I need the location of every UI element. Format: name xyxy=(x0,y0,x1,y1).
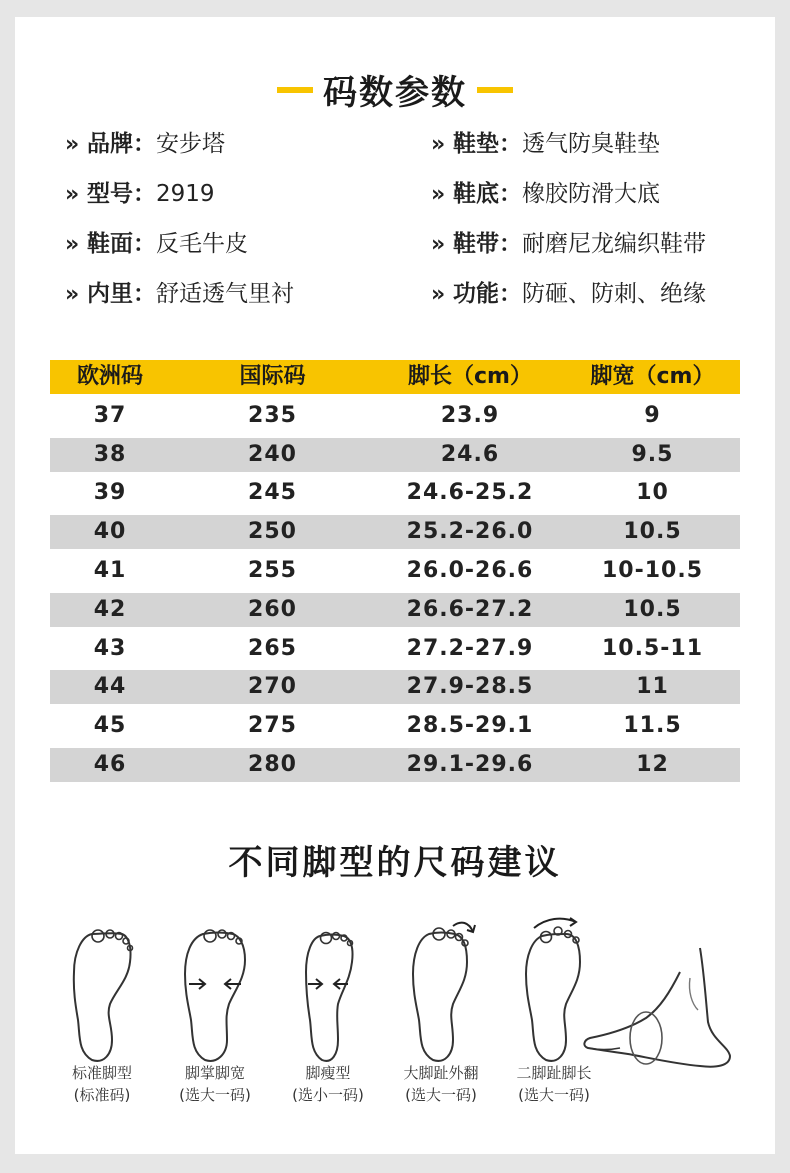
cell-length: 28.5-29.1 xyxy=(406,713,534,739)
foot-type-name: 大脚趾外翻 xyxy=(403,1064,479,1082)
chevron-right-icon: » xyxy=(65,282,80,307)
param-value: 防砸、防刺、绝缘 xyxy=(522,281,706,307)
header-eu-size: 欧洲码 xyxy=(76,364,143,389)
cell-length: 26.0-26.6 xyxy=(406,557,534,583)
table-header xyxy=(50,360,740,394)
table-row xyxy=(50,709,740,743)
cell-length: 26.6-27.2 xyxy=(406,596,534,622)
title-bar-right xyxy=(477,87,513,93)
cell-width: 10.5 xyxy=(623,519,682,545)
foot-type-advice: (选大一码) xyxy=(179,1086,251,1104)
foot-type-advice: (标准码) xyxy=(73,1086,131,1104)
foot-type-advice: (选大一码) xyxy=(405,1086,477,1104)
cell-intl: 270 xyxy=(248,674,297,700)
table-row xyxy=(50,399,740,433)
cell-intl: 240 xyxy=(248,441,297,467)
foot-type-advice: (选小一码) xyxy=(292,1086,364,1104)
cell-length: 27.2-27.9 xyxy=(406,635,534,661)
table-row xyxy=(50,670,740,704)
wide-foot-icon xyxy=(155,912,275,1062)
cell-intl: 245 xyxy=(248,480,297,506)
table-row xyxy=(50,748,740,782)
cell-width: 10.5 xyxy=(623,596,682,622)
param-key: 内里： xyxy=(87,281,156,307)
param-value: 耐磨尼龙编织鞋带 xyxy=(522,231,706,257)
chevron-right-icon: » xyxy=(431,282,446,307)
size-params-title: 码数参数 xyxy=(323,73,467,113)
foot-type-name: 标准脚型 xyxy=(71,1064,132,1082)
cell-width: 9 xyxy=(644,402,661,428)
table-row xyxy=(50,554,740,588)
header-foot-length: 脚长（cm） xyxy=(408,364,532,389)
cell-width: 11.5 xyxy=(623,713,682,739)
cell-intl: 260 xyxy=(248,596,297,622)
param-value: 反毛牛皮 xyxy=(156,231,248,257)
cell-eu: 41 xyxy=(93,557,127,583)
cell-length: 23.9 xyxy=(440,402,500,428)
foot-type-item xyxy=(268,912,388,1106)
foot-type-item xyxy=(381,912,501,1106)
cell-intl: 235 xyxy=(248,402,297,428)
chevron-right-icon: » xyxy=(431,232,446,257)
cell-width: 10-10.5 xyxy=(601,557,704,583)
size-chart-card xyxy=(15,17,775,1154)
param-row xyxy=(431,277,706,311)
foot-type-item xyxy=(42,912,162,1106)
param-row xyxy=(431,227,706,261)
table-row xyxy=(50,476,740,510)
chevron-right-icon: » xyxy=(65,232,80,257)
cell-eu: 46 xyxy=(93,751,127,777)
foot-types xyxy=(15,912,775,1112)
cell-width: 12 xyxy=(636,751,669,777)
cell-eu: 38 xyxy=(93,441,127,467)
param-key: 品牌： xyxy=(87,131,156,157)
cell-intl: 265 xyxy=(248,635,297,661)
foot-type-name: 脚掌脚宽 xyxy=(184,1064,245,1082)
cell-intl: 280 xyxy=(248,751,297,777)
cell-length: 29.1-29.6 xyxy=(406,751,534,777)
table-row xyxy=(50,515,740,549)
param-key: 鞋面： xyxy=(87,231,156,257)
cell-eu: 39 xyxy=(93,480,127,506)
section-title-size-params xyxy=(15,65,775,114)
cell-length: 24.6 xyxy=(440,441,500,467)
param-row xyxy=(65,177,215,211)
cell-eu: 44 xyxy=(93,674,127,700)
cell-width: 10 xyxy=(636,480,669,506)
foot-type-item xyxy=(155,912,275,1106)
chevron-right-icon: » xyxy=(431,132,446,157)
cell-length: 24.6-25.2 xyxy=(406,480,534,506)
table-row xyxy=(50,438,740,472)
bunion-foot-icon xyxy=(381,912,501,1062)
param-value: 橡胶防滑大底 xyxy=(522,181,660,207)
foot-type-name: 二脚趾脚长 xyxy=(516,1064,592,1082)
header-intl-size: 国际码 xyxy=(239,364,306,389)
param-key: 功能： xyxy=(453,281,522,307)
param-value: 2919 xyxy=(156,181,215,207)
param-key: 鞋垫： xyxy=(453,131,522,157)
cell-intl: 250 xyxy=(248,519,297,545)
cell-width: 9.5 xyxy=(631,441,674,467)
title-bar-left xyxy=(277,87,313,93)
cell-width: 10.5-11 xyxy=(601,635,704,661)
header-foot-width: 脚宽（cm） xyxy=(590,364,715,389)
param-key: 鞋底： xyxy=(453,181,522,207)
param-key: 鞋带： xyxy=(453,231,522,257)
chevron-right-icon: » xyxy=(65,182,80,207)
cell-width: 11 xyxy=(636,674,669,700)
standard-foot-icon xyxy=(42,912,162,1062)
param-key: 型号： xyxy=(87,181,156,207)
size-table xyxy=(50,360,740,782)
table-row xyxy=(50,593,740,627)
param-row xyxy=(65,127,225,161)
cell-eu: 37 xyxy=(93,402,127,428)
param-row xyxy=(431,127,660,161)
param-row xyxy=(431,177,660,211)
cell-eu: 40 xyxy=(93,519,127,545)
cell-intl: 255 xyxy=(248,557,297,583)
param-value: 透气防臭鞋垫 xyxy=(522,131,660,157)
param-row xyxy=(65,227,248,261)
foot-type-advice: (选大一码) xyxy=(518,1086,590,1104)
advice-title: 不同脚型的尺码建议 xyxy=(228,843,562,883)
foot-type-name: 脚瘦型 xyxy=(305,1064,351,1082)
cell-length: 27.9-28.5 xyxy=(406,674,534,700)
param-row xyxy=(65,277,294,311)
cell-eu: 45 xyxy=(93,713,127,739)
param-value: 舒适透气里衬 xyxy=(156,281,294,307)
cell-eu: 43 xyxy=(93,635,127,661)
chevron-right-icon: » xyxy=(431,182,446,207)
param-value: 安步塔 xyxy=(156,131,225,157)
table-row xyxy=(50,632,740,666)
cell-intl: 275 xyxy=(248,713,297,739)
thin-foot-icon xyxy=(268,912,388,1062)
cell-eu: 42 xyxy=(93,596,127,622)
side-foot-icon xyxy=(580,942,750,1082)
side-foot-illustration xyxy=(580,942,750,1086)
chevron-right-icon: » xyxy=(65,132,80,157)
cell-length: 25.2-26.0 xyxy=(406,519,534,545)
